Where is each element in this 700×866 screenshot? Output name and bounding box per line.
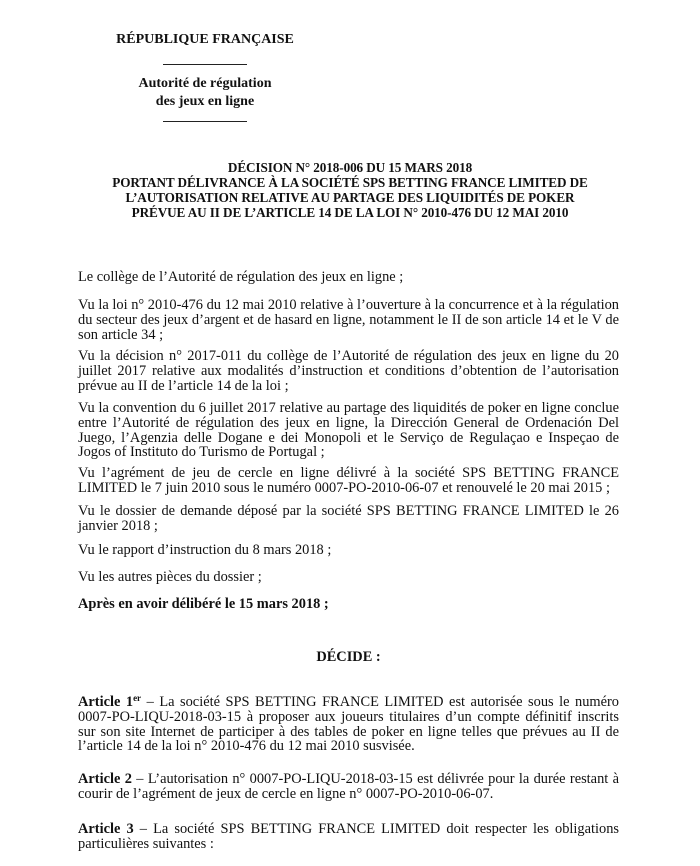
college-statement: Le collège de l’Autorité de régulation des jeux en ligne ;	[78, 269, 404, 285]
decides-heading: DÉCIDE :	[316, 649, 381, 665]
authority-name-line2: des jeux en ligne	[155, 94, 255, 109]
decision-title-line1: DÉCISION N° 2018-006 DU 15 MARS 2018	[227, 160, 473, 175]
header-divider-1	[163, 64, 247, 65]
visa-paragraph: Vu le dossier de demande déposé par la société SPS BETTING FRANCE LIMITED le 26 janvier 2018 ;	[78, 503, 619, 534]
article-label: Article 3	[78, 821, 134, 837]
visa-paragraph: Vu l’agrément de jeu de cercle en ligne délivré à la société SPS BETTING FRANCE LIMITED le 7 juin 2010 sous le numéro 0007-PO-2010-06-07 et renouvelé le 20 mai 2015 ;	[78, 465, 619, 496]
visa-paragraph: Vu la loi n° 2010-476 du 12 mai 2010 relative à l’ouverture à la concurrence et à la régulation du secteur des jeux d’argent et de hasard en ligne, notamment le II de son article 14 et le V de son article 34 ;	[78, 297, 619, 343]
article-label: Article 2	[78, 771, 132, 787]
decision-title-line2: PORTANT DÉLIVRANCE À LA SOCIÉTÉ SPS BETTING FRANCE LIMITED DE	[112, 175, 588, 190]
visa-paragraph: Vu le rapport d’instruction du 8 mars 2018 ;	[78, 542, 332, 558]
article-1	[78, 695, 619, 754]
article-text: La société SPS BETTING FRANCE LIMITED doit respecter les obligations particulières suivantes :	[78, 821, 620, 852]
header-divider-2	[163, 121, 247, 122]
visa-paragraph: Vu la convention du 6 juillet 2017 relative au partage des liquidités de poker en ligne conclue entre l’Autorité de régulation des jeux en ligne, la Dirección General de Ordenación Del Juego, l’Agenzia delle Dogane e dei Monopoli et le Serviço de Regulaçao e Inspeçao de Jogos of Instituto do Turismo de Portugal ;	[78, 400, 619, 461]
visa-paragraph: Vu la décision n° 2017-011 du collège de l’Autorité de régulation des jeux en ligne du 20 juillet 2017 relative aux modalités d’instruction et conditions d’obtention de l’autorisation prévue au II de l’article 14 de la loi ;	[78, 348, 619, 394]
article-label-superscript: er	[133, 693, 142, 703]
article-dash: –	[131, 771, 148, 787]
article-text: L’autorisation n° 0007-PO-LIQU-2018-03-15 est délivrée pour la durée restant à courir de l’agrément de jeux de cercle en ligne n° 0007-PO-2010-06-07.	[78, 771, 620, 802]
article-text: La société SPS BETTING FRANCE LIMITED est autorisée sous le numéro 0007-PO-LIQU-2018-03-15 à proposer aux joueurs titulaires d’un compte définitif inscrits sur son site Internet de participer à des tables de poker en ligne telles que prévues au II de l’article 14 de la loi n° 2010-476 du 12 mai 2010 susvisée.	[78, 694, 620, 755]
article-2	[78, 772, 619, 802]
decision-title-line3: L’AUTORISATION RELATIVE AU PARTAGE DES LIQUIDITÉS DE POKER	[125, 190, 575, 205]
republic-heading: RÉPUBLIQUE FRANÇAISE	[116, 32, 294, 47]
authority-name-line1: Autorité de régulation	[138, 76, 272, 91]
visa-paragraph: Vu les autres pièces du dossier ;	[78, 569, 262, 585]
decision-title-line4: PRÉVUE AU II DE L’ARTICLE 14 DE LA LOI N° 2010-476 DU 12 MAI 2010	[131, 205, 569, 220]
article-dash: –	[133, 821, 154, 837]
deliberation-statement: Après en avoir délibéré le 15 mars 2018 ;	[78, 596, 329, 612]
article-dash: –	[141, 694, 160, 710]
article-3	[78, 822, 619, 852]
article-label: Article 1	[78, 694, 134, 710]
